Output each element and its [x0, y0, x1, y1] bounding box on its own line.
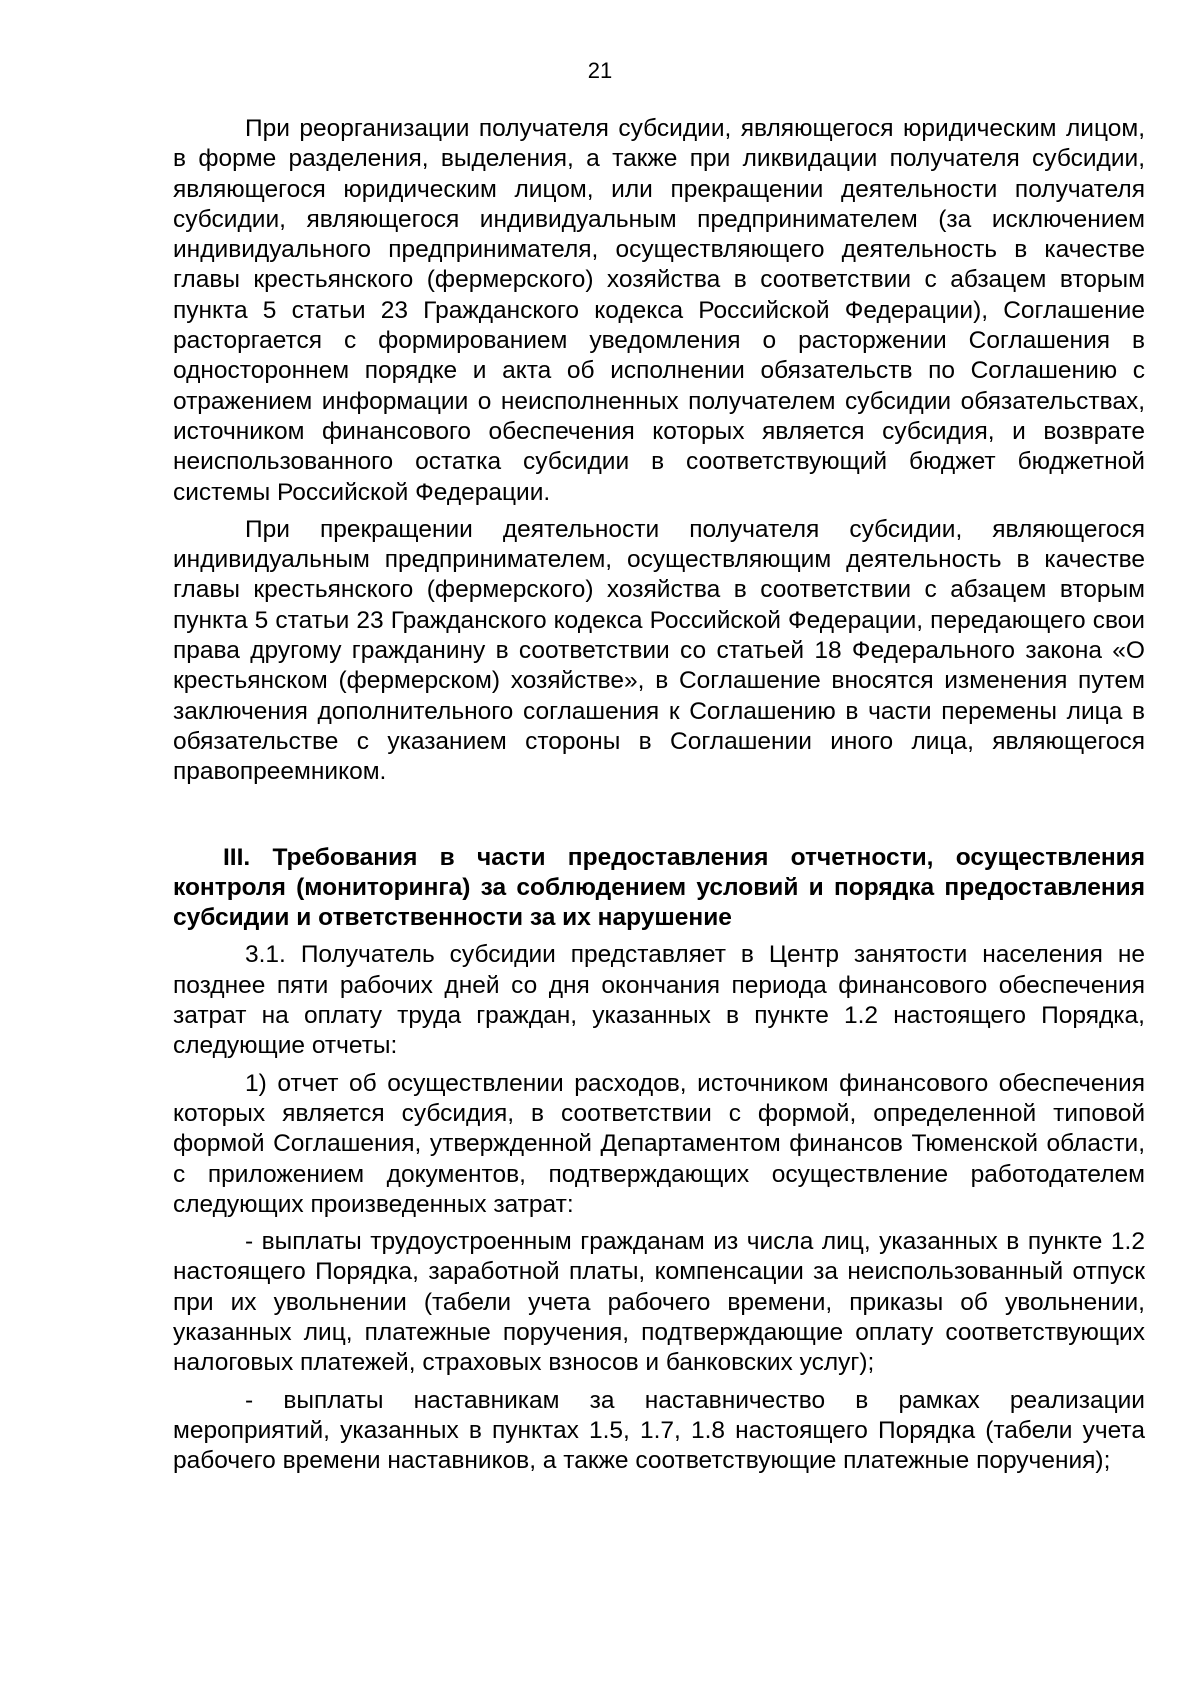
- dash-item-mentor-payments: - выплаты наставникам за наставничество в рамках реализации мероприятий, указанных в пунктах 1.5, 1.7, 1.8 настоящего Порядка (табели учета рабочего времени наставников, а также соответствующие платежные поручения);: [173, 1386, 1145, 1475]
- list-item-report-1: 1) отчет об осуществлении расходов, источником финансового обеспечения которых является субсидия, в соответствии с формой, определенной типовой формой Соглашения, утвержденной Департаментом финансов Тюменской области, с приложением документов, подтверждающих осуществление работодателем следующих произведенных затрат:: [173, 1069, 1145, 1218]
- page-number: 21: [587, 58, 613, 83]
- document-body: [173, 114, 1145, 1476]
- section-heading: III. Требования в части предоставления отчетности, осуществления контроля (мониторинга) за соблюдением условий и порядка предоставления субсидии и ответственности за их нарушение: [173, 843, 1145, 932]
- clause-3-1: 3.1. Получатель субсидии представляет в Центр занятости населения не позднее пяти рабочих дней со дня окончания периода финансового обеспечения затрат на оплату труда граждан, указанных в пункте 1.2 настоящего Порядка, следующие отчеты:: [173, 941, 1145, 1060]
- paragraph-termination: При прекращении деятельности получателя субсидии, являющегося индивидуальным предпринимателем, осуществляющим деятельность в качестве главы крестьянского (фермерского) хозяйства в соответствии с абзацем вторым пункта 5 статьи 23 Гражданского кодекса Российской Федерации, передающего свои права другому гражданину в соответствии со статьей 18 Федерального закона «О крестьянском (фермерском) хозяйстве», в Соглашение вносятся изменения путем заключения дополнительного соглашения к Соглашению в части перемены лица в обязательстве с указанием стороны в Соглашении иного лица, являющегося правопреемником.: [173, 515, 1145, 786]
- paragraph-reorganization: При реорганизации получателя субсидии, являющегося юридическим лицом, в форме разделения, выделения, а также при ликвидации получателя субсидии, являющегося юридическим лицом, или прекращении деятельности получателя субсидии, являющегося индивидуальным предпринимателем (за исключением индивидуального предпринимателя, осуществляющего деятельность в качестве главы крестьянского (фермерского) хозяйства в соответствии с абзацем вторым пункта 5 статьи 23 Гражданского кодекса Российской Федерации), Соглашение расторгается с формированием уведомления о расторжении Соглашения в одностороннем порядке и акта об исполнении обязательств по Соглашению с отражением информации о неисполненных получателем субсидии обязательствах, источником финансового обеспечения которых является субсидия, и возврате неиспользованного остатка субсидии в соответствующий бюджет бюджетной системы Российской Федерации.: [173, 115, 1145, 506]
- section-spacer: [173, 788, 1145, 843]
- dash-item-salary-payments: - выплаты трудоустроенным гражданам из числа лиц, указанных в пункте 1.2 настоящего Порядка, заработной платы, компенсации за неиспользованный отпуск при их увольнении (табели учета рабочего времени, приказы об увольнении, указанных лиц, платежные поручения, подтверждающие оплату соответствующих налоговых платежей, страховых взносов и банковских услуг);: [173, 1228, 1145, 1377]
